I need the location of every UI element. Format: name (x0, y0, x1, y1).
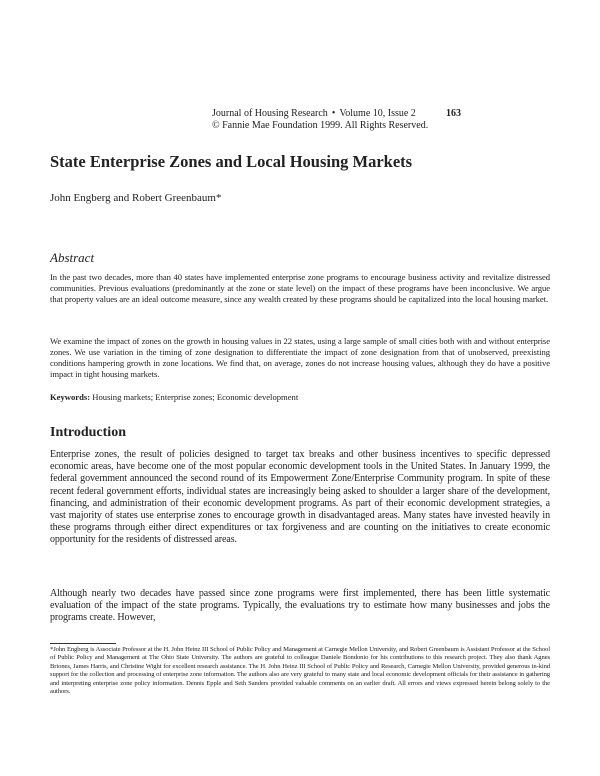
header-bullet: • (331, 108, 336, 119)
introduction-paragraph-1: Enterprise zones, the result of policies designed to target tax breaks and other business incentives to specific depressed economic areas, have become one of the most popular economic development tools in the United States. In January 1999, the federal government announced the second round of its Empowerment Zone/Enterprise Community program. In spite of these recent federal government efforts, individual states are increasingly being asked to shoulder a larger share of the development, financing, and administration of their economic development programs. As part of their economic development strategies, a vast majority of states use enterprise zones to encourage growth in disadvantaged areas. Many states have invested heavily in these programs through either direct expenditures or tax forgiveness and are counting on the initiatives to create economic opportunity for the residents of distressed areas. (50, 449, 550, 546)
running-header (212, 108, 472, 132)
article-title: State Enterprise Zones and Local Housing Markets (50, 152, 413, 171)
introduction-paragraph-2: Although nearly two decades have passed since zone programs were first implemented, there has been little systematic evaluation of the impact of the state programs. Typically, the evaluations try to estimate how many businesses and jobs the programs create. However, (50, 588, 550, 624)
journal-name: Journal of Housing Research (212, 108, 328, 119)
footnote-divider (50, 643, 116, 644)
keywords-list: Housing markets; Enterprise zones; Economic development (92, 392, 299, 402)
introduction-heading: Introduction (50, 425, 126, 440)
page-number: 163 (446, 108, 461, 119)
abstract-heading: Abstract (50, 250, 95, 265)
header-journal-line (212, 108, 472, 120)
keywords-line (50, 392, 298, 402)
author-footnote: *John Engberg is Associate Professor at the H. John Heinz III School of Public Policy and Management at Carnegie Mellon University, and Robert Greenbaum is Assistant Professor at the School of Public Policy and Management at The Ohio State University. The authors are grateful to colleague Daniele Bondonio for his contributions to this research project. They also thank Agnes Briones, James Harris, and Christine Wight for excellent research assistance. The H. John Heinz III School of Public Policy and Research, Carnegie Mellon University, provided generous in-kind support for the collection and processing of enterprise zone information. The authors also are very grateful to many state and local economic development officials for their assistance in gathering and interpreting enterprise zone policy information. Dennis Epple and Seth Sanders provided valuable comments on an earlier draft. All errors and views expressed herein belong solely to the authors. (50, 646, 550, 696)
author-list: John Engberg and Robert Greenbaum* (50, 192, 222, 204)
abstract-paragraph-1: In the past two decades, more than 40 states have implemented enterprise zone programs to encourage business activity and revitalize distressed communities. Previous evaluations (predominantly at the zone or state level) on the impact of these programs have been inconclusive. We argue that property values are an ideal outcome measure, since any wealth created by these programs should be capitalized into the local housing market. (50, 272, 550, 304)
volume-issue: Volume 10, Issue 2 (339, 108, 416, 119)
copyright-line: © Fannie Mae Foundation 1999. All Rights Reserved. (212, 120, 429, 131)
keywords-label: Keywords: (50, 392, 91, 402)
abstract-paragraph-2: We examine the impact of zones on the growth in housing values in 22 states, using a large sample of small cities both with and without enterprise zones. We use variation in the timing of zone designation to differentiate the impact of zone designation from that of unobserved, preexisting conditions hampering growth in zone locations. We find that, on average, zones do not increase housing values, although they do have a positive impact in tight housing markets. (50, 336, 550, 379)
